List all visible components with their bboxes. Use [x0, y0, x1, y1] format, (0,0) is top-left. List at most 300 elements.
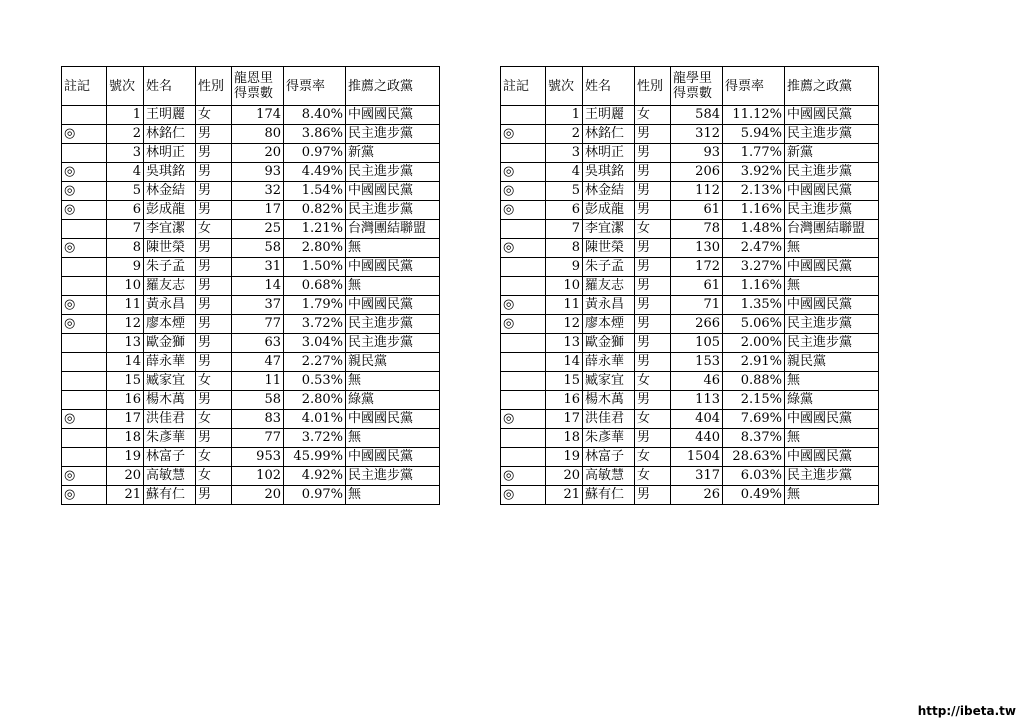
cell-votes: 153: [671, 353, 723, 372]
cell-gender: 男: [635, 163, 671, 182]
cell-party: 中國國民黨: [346, 410, 440, 429]
cell-gender: 女: [635, 220, 671, 239]
cell-mark: [62, 277, 107, 296]
table-row: [62, 315, 440, 334]
cell-name: 朱彥華: [144, 429, 196, 448]
cell-mark: ◎: [62, 467, 107, 486]
cell-mark: ◎: [501, 486, 546, 505]
cell-gender: 男: [635, 258, 671, 277]
cell-name: 高敏慧: [144, 467, 196, 486]
cell-votes: 404: [671, 410, 723, 429]
cell-number: 13: [546, 334, 583, 353]
table-row: [62, 334, 440, 353]
cell-votes: 77: [232, 315, 284, 334]
cell-party: 民主進步黨: [785, 315, 879, 334]
cell-votes: 172: [671, 258, 723, 277]
cell-name: 林金結: [144, 182, 196, 201]
cell-gender: 男: [196, 239, 232, 258]
table-row: [62, 296, 440, 315]
table-row: [501, 296, 879, 315]
cell-mark: ◎: [62, 296, 107, 315]
cell-mark: [62, 144, 107, 163]
cell-name: 朱彥華: [583, 429, 635, 448]
cell-gender: 男: [196, 182, 232, 201]
cell-rate: 4.49%: [284, 163, 346, 182]
vote-table-right-body: [501, 106, 879, 505]
table-row: [62, 277, 440, 296]
cell-gender: 男: [635, 429, 671, 448]
cell-rate: 2.80%: [284, 391, 346, 410]
cell-number: 16: [107, 391, 144, 410]
table-row: [501, 144, 879, 163]
cell-gender: 男: [196, 486, 232, 505]
cell-number: 12: [107, 315, 144, 334]
cell-votes: 953: [232, 448, 284, 467]
cell-name: 歐金獅: [144, 334, 196, 353]
cell-rate: 5.94%: [723, 125, 785, 144]
cell-rate: 2.15%: [723, 391, 785, 410]
cell-party: 民主進步黨: [346, 163, 440, 182]
cell-number: 14: [546, 353, 583, 372]
cell-rate: 2.00%: [723, 334, 785, 353]
cell-number: 11: [546, 296, 583, 315]
table-row: [501, 486, 879, 505]
cell-mark: [501, 258, 546, 277]
cell-votes: 78: [671, 220, 723, 239]
cell-gender: 男: [196, 296, 232, 315]
cell-rate: 11.12%: [723, 106, 785, 125]
table-row: [62, 125, 440, 144]
cell-party: 無: [346, 239, 440, 258]
cell-number: 1: [107, 106, 144, 125]
cell-votes: 61: [671, 201, 723, 220]
cell-name: 楊木萬: [144, 391, 196, 410]
cell-party: 親民黨: [785, 353, 879, 372]
cell-votes: 440: [671, 429, 723, 448]
cell-rate: 8.40%: [284, 106, 346, 125]
cell-gender: 男: [196, 277, 232, 296]
cell-mark: [62, 372, 107, 391]
cell-party: 無: [785, 486, 879, 505]
cell-party: 中國國民黨: [346, 258, 440, 277]
cell-name: 王明麗: [144, 106, 196, 125]
cell-rate: 1.16%: [723, 277, 785, 296]
cell-name: 林明正: [583, 144, 635, 163]
cell-mark: ◎: [62, 410, 107, 429]
cell-mark: ◎: [62, 201, 107, 220]
site-watermark: http://ibeta.tw: [917, 704, 1016, 718]
cell-votes: 77: [232, 429, 284, 448]
cell-mark: [62, 391, 107, 410]
table-row: [501, 239, 879, 258]
cell-rate: 0.97%: [284, 486, 346, 505]
cell-name: 蘇有仁: [583, 486, 635, 505]
cell-name: 吳琪銘: [583, 163, 635, 182]
cell-votes: 58: [232, 391, 284, 410]
cell-number: 1: [546, 106, 583, 125]
cell-mark: [501, 353, 546, 372]
cell-gender: 男: [196, 258, 232, 277]
vote-table-left: [61, 66, 440, 505]
cell-party: 無: [785, 239, 879, 258]
table-row: [62, 448, 440, 467]
cell-gender: 男: [635, 125, 671, 144]
cell-rate: 7.69%: [723, 410, 785, 429]
cell-votes: 80: [232, 125, 284, 144]
cell-number: 2: [546, 125, 583, 144]
cell-votes: 20: [232, 486, 284, 505]
header-rate: 得票率: [284, 67, 346, 106]
cell-gender: 男: [196, 315, 232, 334]
cell-gender: 男: [196, 201, 232, 220]
header-gender: 性別: [635, 67, 671, 106]
header-rate: 得票率: [723, 67, 785, 106]
cell-mark: ◎: [501, 239, 546, 258]
cell-party: 台灣團結聯盟: [346, 220, 440, 239]
cell-number: 3: [107, 144, 144, 163]
cell-rate: 0.82%: [284, 201, 346, 220]
table-row: [62, 201, 440, 220]
cell-votes: 113: [671, 391, 723, 410]
cell-mark: [501, 106, 546, 125]
cell-rate: 8.37%: [723, 429, 785, 448]
table-row: [62, 220, 440, 239]
cell-mark: [62, 353, 107, 372]
table-row: [501, 258, 879, 277]
cell-party: 民主進步黨: [785, 467, 879, 486]
cell-party: 無: [346, 372, 440, 391]
cell-rate: 0.68%: [284, 277, 346, 296]
cell-votes: 105: [671, 334, 723, 353]
cell-mark: [62, 220, 107, 239]
cell-rate: 3.86%: [284, 125, 346, 144]
cell-votes: 26: [671, 486, 723, 505]
table-row: [62, 144, 440, 163]
cell-rate: 3.27%: [723, 258, 785, 277]
cell-votes: 312: [671, 125, 723, 144]
table-row: [62, 391, 440, 410]
cell-mark: [62, 448, 107, 467]
cell-mark: ◎: [501, 410, 546, 429]
header-number: 號次: [107, 67, 144, 106]
table-row: [62, 182, 440, 201]
cell-number: 9: [546, 258, 583, 277]
cell-gender: 女: [635, 448, 671, 467]
cell-party: 中國國民黨: [785, 258, 879, 277]
cell-number: 6: [107, 201, 144, 220]
cell-mark: [62, 334, 107, 353]
cell-gender: 女: [196, 220, 232, 239]
cell-name: 楊木萬: [583, 391, 635, 410]
cell-number: 17: [107, 410, 144, 429]
cell-rate: 6.03%: [723, 467, 785, 486]
cell-votes: 46: [671, 372, 723, 391]
cell-name: 黃永昌: [144, 296, 196, 315]
cell-mark: [501, 220, 546, 239]
cell-name: 洪佳君: [144, 410, 196, 429]
cell-mark: ◎: [62, 239, 107, 258]
cell-name: 歐金獅: [583, 334, 635, 353]
cell-number: 21: [107, 486, 144, 505]
cell-rate: 45.99%: [284, 448, 346, 467]
table-row: [62, 353, 440, 372]
cell-party: 民主進步黨: [346, 201, 440, 220]
cell-votes: 63: [232, 334, 284, 353]
cell-name: 高敏慧: [583, 467, 635, 486]
cell-name: 廖本煙: [583, 315, 635, 334]
cell-rate: 2.13%: [723, 182, 785, 201]
cell-mark: [501, 429, 546, 448]
cell-gender: 女: [196, 372, 232, 391]
cell-votes: 32: [232, 182, 284, 201]
table-row: [501, 201, 879, 220]
cell-rate: 1.54%: [284, 182, 346, 201]
cell-number: 7: [107, 220, 144, 239]
vote-table-left-header: [62, 67, 440, 106]
cell-mark: ◎: [62, 163, 107, 182]
header-party: 推薦之政黨: [346, 67, 440, 106]
cell-name: 薛永華: [583, 353, 635, 372]
cell-gender: 男: [635, 486, 671, 505]
cell-number: 7: [546, 220, 583, 239]
cell-party: 中國國民黨: [785, 410, 879, 429]
cell-number: 14: [107, 353, 144, 372]
cell-mark: ◎: [501, 315, 546, 334]
header-row: [501, 67, 879, 106]
cell-votes: 112: [671, 182, 723, 201]
table-row: [501, 372, 879, 391]
cell-votes: 130: [671, 239, 723, 258]
table-row: [501, 220, 879, 239]
table-row: [62, 258, 440, 277]
cell-votes: 266: [671, 315, 723, 334]
cell-number: 8: [546, 239, 583, 258]
table-row: [501, 448, 879, 467]
cell-name: 薛永華: [144, 353, 196, 372]
cell-number: 19: [546, 448, 583, 467]
table-row: [501, 315, 879, 334]
cell-rate: 28.63%: [723, 448, 785, 467]
cell-gender: 女: [196, 467, 232, 486]
cell-gender: 男: [196, 391, 232, 410]
cell-votes: 1504: [671, 448, 723, 467]
table-row: [501, 429, 879, 448]
cell-name: 羅友志: [583, 277, 635, 296]
cell-gender: 男: [635, 201, 671, 220]
cell-gender: 女: [196, 448, 232, 467]
cell-votes: 61: [671, 277, 723, 296]
cell-party: 民主進步黨: [346, 467, 440, 486]
cell-gender: 男: [635, 391, 671, 410]
cell-party: 中國國民黨: [785, 182, 879, 201]
cell-number: 8: [107, 239, 144, 258]
cell-name: 洪佳君: [583, 410, 635, 429]
cell-gender: 女: [635, 106, 671, 125]
cell-mark: ◎: [501, 163, 546, 182]
table-row: [501, 334, 879, 353]
cell-name: 朱子孟: [583, 258, 635, 277]
cell-party: 中國國民黨: [785, 106, 879, 125]
cell-number: 3: [546, 144, 583, 163]
cell-rate: 1.21%: [284, 220, 346, 239]
cell-rate: 3.04%: [284, 334, 346, 353]
table-row: [501, 353, 879, 372]
cell-number: 5: [107, 182, 144, 201]
cell-votes: 102: [232, 467, 284, 486]
cell-votes: 17: [232, 201, 284, 220]
cell-rate: 3.72%: [284, 429, 346, 448]
cell-votes: 47: [232, 353, 284, 372]
cell-name: 臧家宜: [583, 372, 635, 391]
header-votes: 龍學里 得票數: [671, 67, 723, 106]
cell-rate: 2.27%: [284, 353, 346, 372]
table-row: [62, 372, 440, 391]
cell-party: 民主進步黨: [785, 201, 879, 220]
cell-number: 17: [546, 410, 583, 429]
header-votes: 龍恩里 得票數: [232, 67, 284, 106]
cell-number: 16: [546, 391, 583, 410]
header-row: [62, 67, 440, 106]
cell-rate: 2.80%: [284, 239, 346, 258]
cell-gender: 男: [635, 334, 671, 353]
vote-table-left-body: [62, 106, 440, 505]
cell-rate: 1.79%: [284, 296, 346, 315]
cell-party: 民主進步黨: [785, 163, 879, 182]
cell-party: 無: [785, 372, 879, 391]
cell-party: 民主進步黨: [346, 334, 440, 353]
header-mark: 註記: [501, 67, 546, 106]
vote-table-right-header: [501, 67, 879, 106]
cell-rate: 0.49%: [723, 486, 785, 505]
cell-number: 10: [107, 277, 144, 296]
cell-number: 20: [107, 467, 144, 486]
table-row: [62, 239, 440, 258]
cell-party: 民主進步黨: [785, 125, 879, 144]
cell-name: 臧家宜: [144, 372, 196, 391]
cell-rate: 0.97%: [284, 144, 346, 163]
cell-name: 黃永昌: [583, 296, 635, 315]
table-row: [501, 182, 879, 201]
cell-mark: [501, 277, 546, 296]
cell-rate: 1.50%: [284, 258, 346, 277]
cell-name: 陳世榮: [583, 239, 635, 258]
cell-name: 林明正: [144, 144, 196, 163]
cell-party: 無: [346, 486, 440, 505]
cell-gender: 女: [196, 410, 232, 429]
table-row: [501, 467, 879, 486]
cell-party: 中國國民黨: [346, 296, 440, 315]
cell-votes: 174: [232, 106, 284, 125]
cell-rate: 2.91%: [723, 353, 785, 372]
table-row: [62, 410, 440, 429]
cell-mark: [62, 429, 107, 448]
cell-name: 羅友志: [144, 277, 196, 296]
cell-mark: ◎: [501, 467, 546, 486]
cell-votes: 71: [671, 296, 723, 315]
cell-name: 李宜潔: [144, 220, 196, 239]
cell-name: 朱子孟: [144, 258, 196, 277]
cell-party: 新黨: [785, 144, 879, 163]
header-gender: 性別: [196, 67, 232, 106]
cell-mark: ◎: [501, 201, 546, 220]
table-row: [62, 429, 440, 448]
cell-votes: 93: [232, 163, 284, 182]
cell-gender: 男: [196, 429, 232, 448]
cell-number: 19: [107, 448, 144, 467]
cell-party: 中國國民黨: [785, 296, 879, 315]
table-row: [62, 163, 440, 182]
cell-name: 蘇有仁: [144, 486, 196, 505]
cell-gender: 男: [635, 144, 671, 163]
cell-rate: 1.35%: [723, 296, 785, 315]
cell-rate: 1.16%: [723, 201, 785, 220]
cell-party: 綠黨: [346, 391, 440, 410]
header-party: 推薦之政黨: [785, 67, 879, 106]
cell-number: 13: [107, 334, 144, 353]
cell-mark: [501, 372, 546, 391]
cell-party: 台灣團結聯盟: [785, 220, 879, 239]
table-row: [501, 163, 879, 182]
table-row: [501, 391, 879, 410]
cell-mark: [501, 334, 546, 353]
table-row: [62, 106, 440, 125]
cell-party: 民主進步黨: [785, 334, 879, 353]
cell-rate: 0.53%: [284, 372, 346, 391]
cell-number: 12: [546, 315, 583, 334]
cell-number: 6: [546, 201, 583, 220]
cell-rate: 4.92%: [284, 467, 346, 486]
header-name: 姓名: [144, 67, 196, 106]
cell-votes: 93: [671, 144, 723, 163]
cell-mark: ◎: [62, 182, 107, 201]
cell-votes: 14: [232, 277, 284, 296]
table-row: [62, 467, 440, 486]
cell-mark: [62, 106, 107, 125]
cell-gender: 男: [196, 144, 232, 163]
cell-number: 2: [107, 125, 144, 144]
cell-gender: 男: [635, 353, 671, 372]
cell-votes: 20: [232, 144, 284, 163]
cell-rate: 3.92%: [723, 163, 785, 182]
cell-rate: 1.77%: [723, 144, 785, 163]
cell-party: 民主進步黨: [346, 315, 440, 334]
cell-mark: [501, 448, 546, 467]
cell-rate: 0.88%: [723, 372, 785, 391]
cell-number: 21: [546, 486, 583, 505]
cell-gender: 男: [635, 239, 671, 258]
cell-name: 彭成龍: [583, 201, 635, 220]
cell-rate: 1.48%: [723, 220, 785, 239]
cell-gender: 男: [635, 277, 671, 296]
cell-votes: 317: [671, 467, 723, 486]
cell-gender: 女: [635, 372, 671, 391]
header-mark: 註記: [62, 67, 107, 106]
cell-rate: 2.47%: [723, 239, 785, 258]
header-number: 號次: [546, 67, 583, 106]
table-row: [501, 410, 879, 429]
cell-number: 20: [546, 467, 583, 486]
cell-party: 中國國民黨: [346, 182, 440, 201]
cell-votes: 25: [232, 220, 284, 239]
cell-party: 無: [346, 277, 440, 296]
cell-number: 11: [107, 296, 144, 315]
cell-party: 民主進步黨: [346, 125, 440, 144]
cell-name: 彭成龍: [144, 201, 196, 220]
cell-party: 中國國民黨: [785, 448, 879, 467]
cell-mark: ◎: [501, 182, 546, 201]
cell-number: 4: [107, 163, 144, 182]
cell-votes: 11: [232, 372, 284, 391]
